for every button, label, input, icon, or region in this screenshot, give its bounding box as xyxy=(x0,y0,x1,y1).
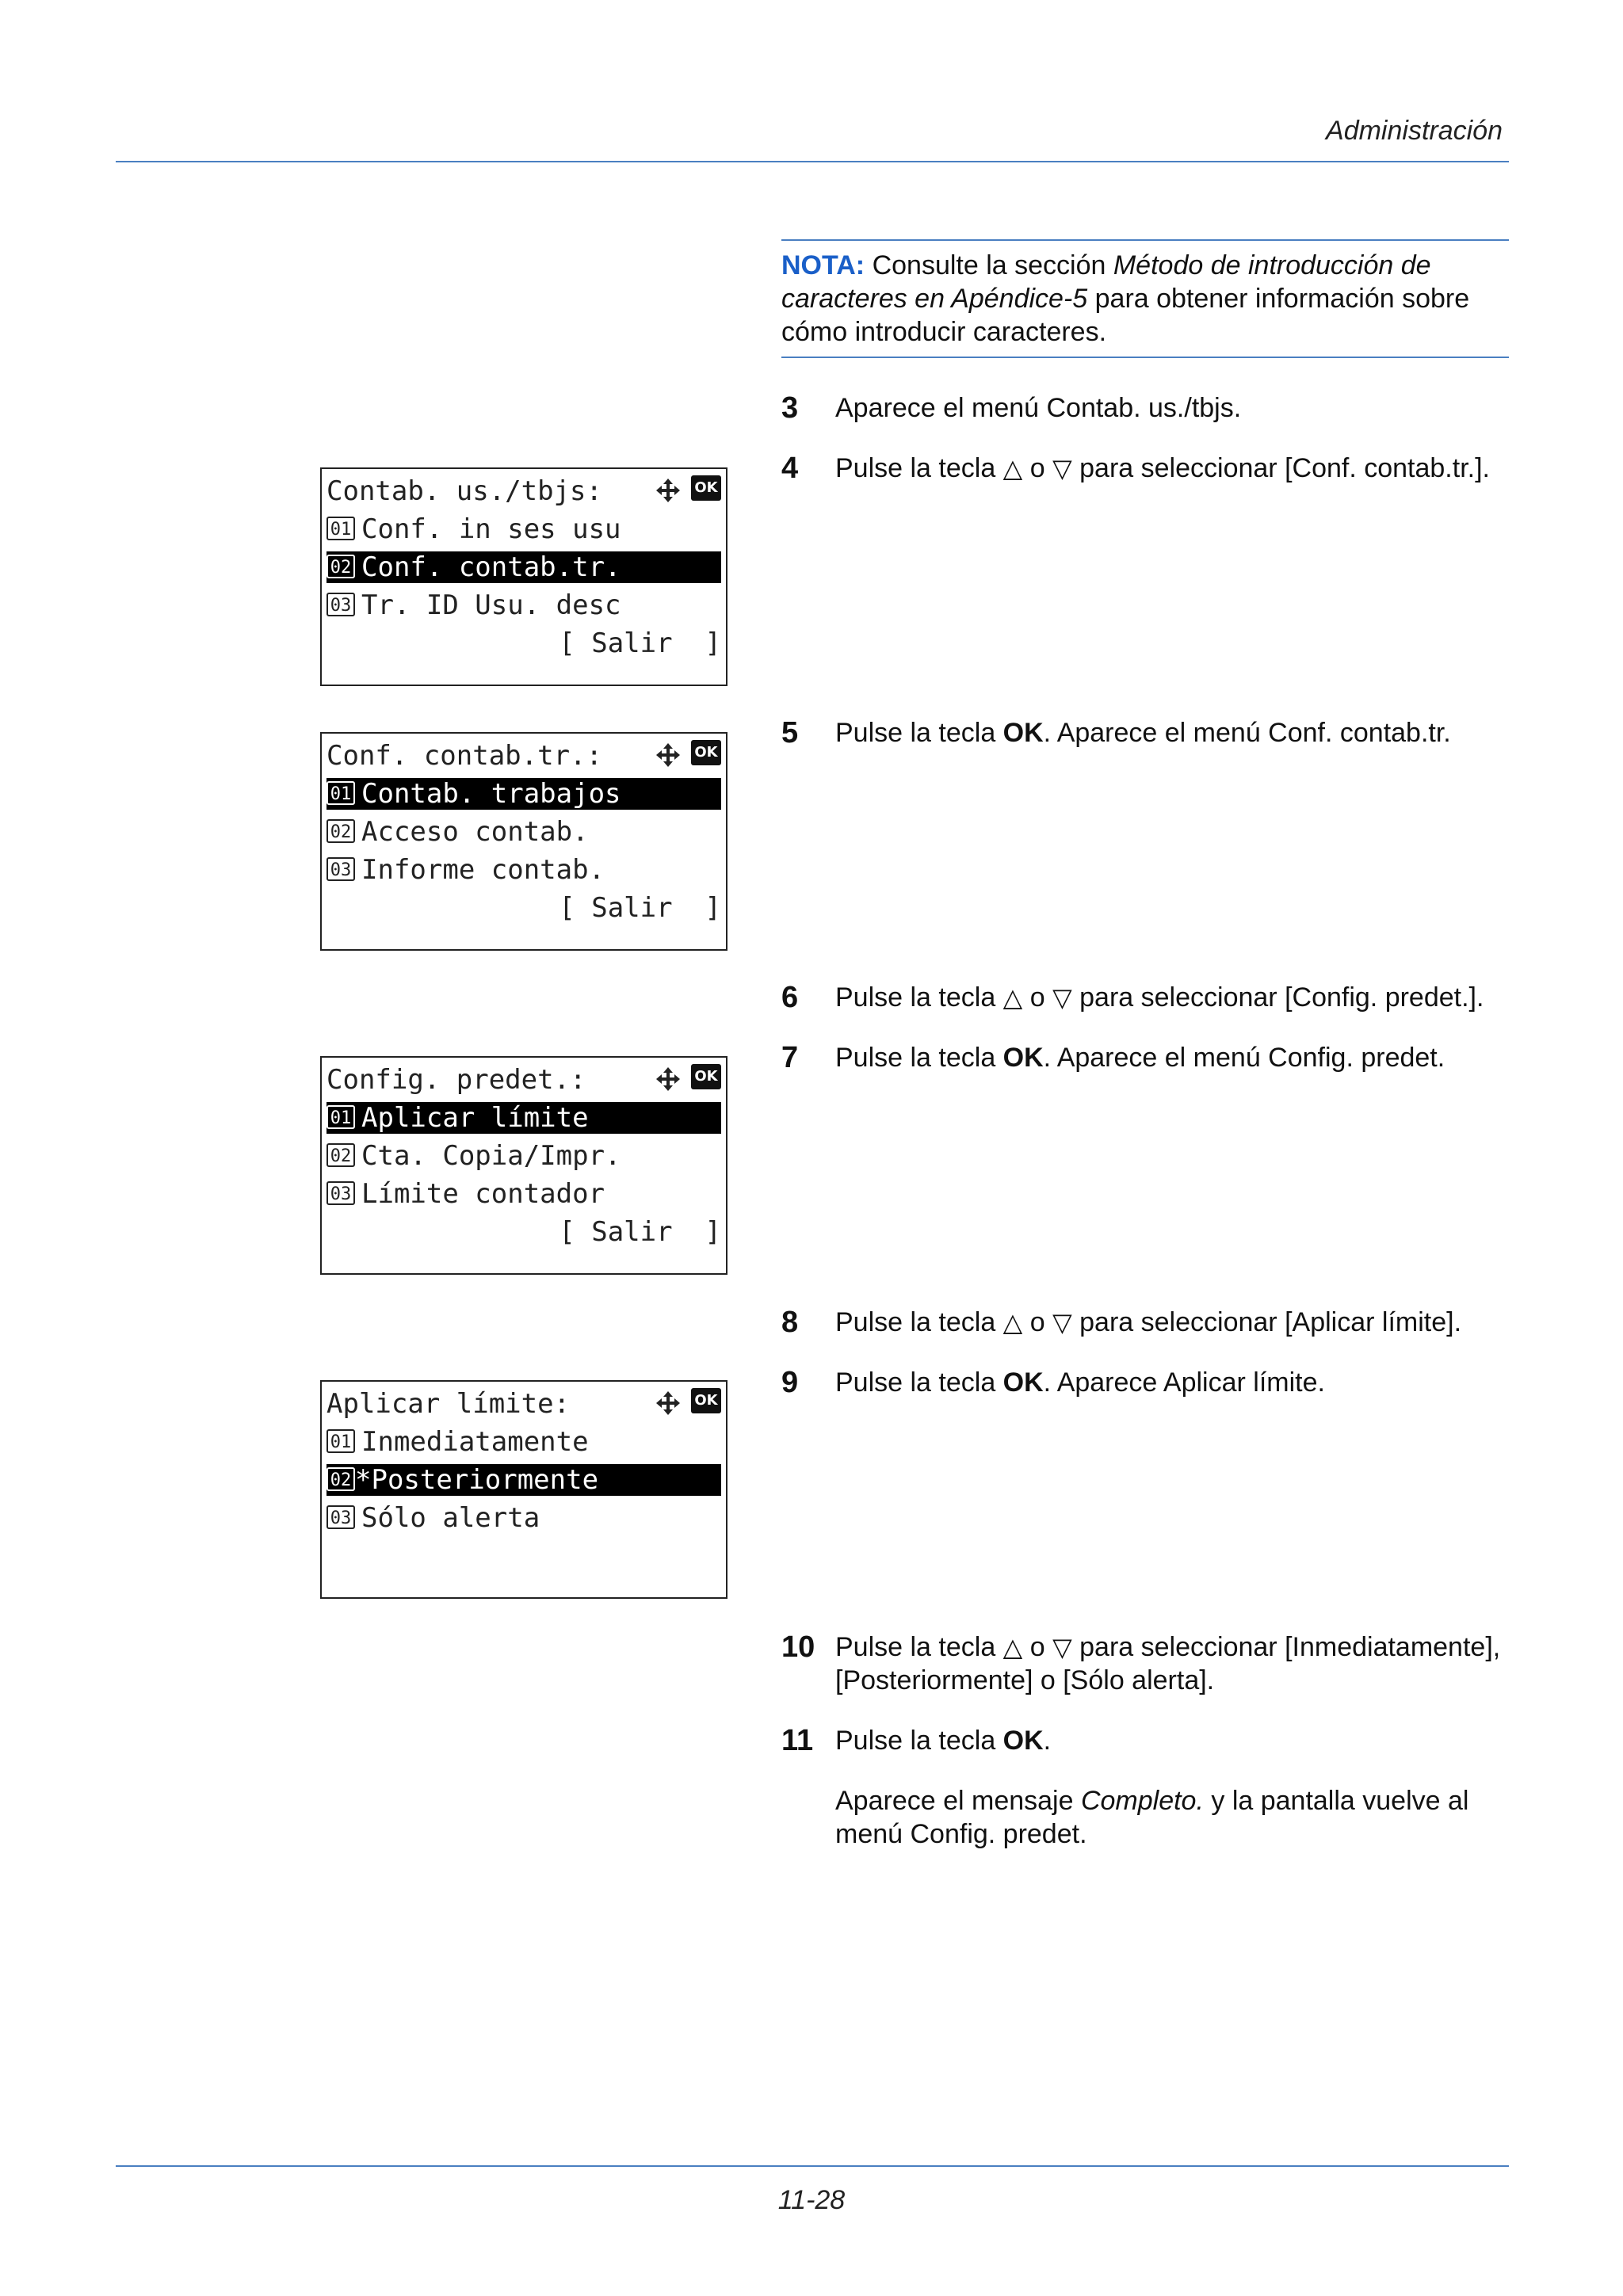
step-text: Pulse la tecla OK. xyxy=(835,1726,1052,1756)
arrow-keys-icon xyxy=(655,477,682,504)
ok-icon: OK xyxy=(691,475,721,501)
step-number: 10 xyxy=(781,1630,815,1664)
screen-title: Contab. us./tbjs: xyxy=(327,475,602,507)
lcd-screen-aplicar-limite xyxy=(320,1380,727,1599)
down-arrow-icon: ▽ xyxy=(1052,1633,1072,1661)
note-label: NOTA: xyxy=(781,250,865,280)
step-number: 11 xyxy=(781,1724,814,1757)
menu-item[interactable]: 02 Acceso contab. xyxy=(327,816,721,848)
menu-item-selected[interactable]: 02 *Posteriormente xyxy=(327,1464,721,1496)
step-text: Aparece el menú Contab. us./tbjs. xyxy=(835,393,1242,423)
arrow-keys-icon xyxy=(655,1390,682,1417)
header-title: Administración xyxy=(1326,116,1503,146)
arrow-keys-icon xyxy=(655,742,682,769)
screen-title: Aplicar límite: xyxy=(327,1388,571,1420)
step-text: Pulse la tecla OK. Aparece el menú Conf. contab.tr. xyxy=(835,718,1451,748)
up-arrow-icon: △ xyxy=(1002,1308,1023,1337)
arrow-keys-icon xyxy=(655,1066,682,1093)
menu-item[interactable]: 01 Inmediatamente xyxy=(327,1426,721,1458)
down-arrow-icon: ▽ xyxy=(1052,983,1072,1012)
ok-key-label: OK xyxy=(1002,718,1044,748)
message-name: Completo. xyxy=(1080,1786,1204,1816)
header-rule xyxy=(116,161,1509,162)
step-text: Pulse la tecla OK. Aparece Aplicar límite. xyxy=(835,1367,1325,1398)
note-box xyxy=(781,239,1509,358)
step-text: Pulse la tecla △ o ▽ para seleccionar [Config. predet.]. xyxy=(835,982,1484,1013)
item-number-icon: 01 xyxy=(327,781,355,805)
screen-title: Conf. contab.tr.: xyxy=(327,740,602,772)
step-text: Pulse la tecla △ o ▽ para seleccionar [Inmediatamente], [Posteriormente] o [Sólo alerta]. xyxy=(835,1632,1501,1695)
footer-rule xyxy=(116,2165,1509,2167)
page-number: 11-28 xyxy=(777,2185,846,2215)
note-text-1: Consulte la sección xyxy=(865,250,1113,280)
ok-icon: OK xyxy=(691,1064,721,1089)
menu-item[interactable]: 03 Límite contador xyxy=(327,1178,721,1210)
ok-icon: OK xyxy=(691,740,721,765)
menu-item-selected[interactable]: 02 Conf. contab.tr. xyxy=(327,551,721,583)
down-arrow-icon: ▽ xyxy=(1052,454,1072,482)
item-number-icon: 01 xyxy=(327,1429,355,1453)
note-text-2: para obtener información sobre cómo introducir caracteres. xyxy=(781,284,1470,347)
item-number-icon: 02 xyxy=(327,819,355,843)
item-number-icon: 02 xyxy=(327,1143,355,1167)
step-number: 6 xyxy=(781,981,799,1014)
note-reference: Método de introducción de caracteres en Apéndice-5 xyxy=(781,250,1431,314)
step-text: Pulse la tecla △ o ▽ para seleccionar [Conf. contab.tr.]. xyxy=(835,453,1490,483)
step-number: 9 xyxy=(781,1366,799,1399)
item-number-icon: 01 xyxy=(327,1105,355,1129)
menu-item[interactable]: 03 Tr. ID Usu. desc xyxy=(327,589,721,621)
item-number-icon: 01 xyxy=(327,517,355,540)
step-detail-text: Aparece el mensaje Completo. y la pantalla vuelve al menú Config. predet. xyxy=(835,1786,1469,1849)
lcd-screen-contab-us-tbjs xyxy=(320,467,727,686)
item-number-icon: 03 xyxy=(327,593,355,616)
ok-icon: OK xyxy=(691,1388,721,1413)
up-arrow-icon: △ xyxy=(1002,454,1023,482)
ok-key-label: OK xyxy=(1002,1367,1044,1398)
menu-item[interactable]: 01 Conf. in ses usu xyxy=(327,513,721,545)
step-number: 7 xyxy=(781,1041,799,1074)
ok-key-label: OK xyxy=(1002,1043,1044,1073)
menu-item-selected[interactable]: 01 Aplicar límite xyxy=(327,1102,721,1134)
menu-item[interactable]: 02 Cta. Copia/Impr. xyxy=(327,1140,721,1172)
exit-button[interactable]: [ Salir ] xyxy=(559,1216,721,1248)
item-number-icon: 02 xyxy=(327,555,355,578)
item-number-icon: 03 xyxy=(327,857,355,881)
lcd-screen-conf-contab-tr xyxy=(320,732,727,951)
item-number-icon: 03 xyxy=(327,1505,355,1529)
menu-item-selected[interactable]: 01 Contab. trabajos xyxy=(327,778,721,810)
step-text: Pulse la tecla △ o ▽ para seleccionar [Aplicar límite]. xyxy=(835,1307,1462,1337)
down-arrow-icon: ▽ xyxy=(1052,1308,1072,1337)
menu-item[interactable]: 03 Informe contab. xyxy=(327,854,721,886)
step-number: 8 xyxy=(781,1306,799,1339)
lcd-screen-config-predet xyxy=(320,1056,727,1275)
exit-button[interactable]: [ Salir ] xyxy=(559,892,721,924)
exit-button[interactable]: [ Salir ] xyxy=(559,627,721,659)
menu-item[interactable]: 03 Sólo alerta xyxy=(327,1502,721,1534)
up-arrow-icon: △ xyxy=(1002,983,1023,1012)
step-number: 5 xyxy=(781,716,799,749)
screen-title: Config. predet.: xyxy=(327,1064,586,1096)
step-text: Pulse la tecla OK. Aparece el menú Config. predet. xyxy=(835,1043,1445,1073)
step-number: 4 xyxy=(781,452,799,485)
up-arrow-icon: △ xyxy=(1002,1633,1023,1661)
step-number: 3 xyxy=(781,391,799,425)
item-number-icon: 02 xyxy=(327,1467,355,1491)
item-number-icon: 03 xyxy=(327,1181,355,1205)
ok-key-label: OK xyxy=(1002,1726,1044,1756)
